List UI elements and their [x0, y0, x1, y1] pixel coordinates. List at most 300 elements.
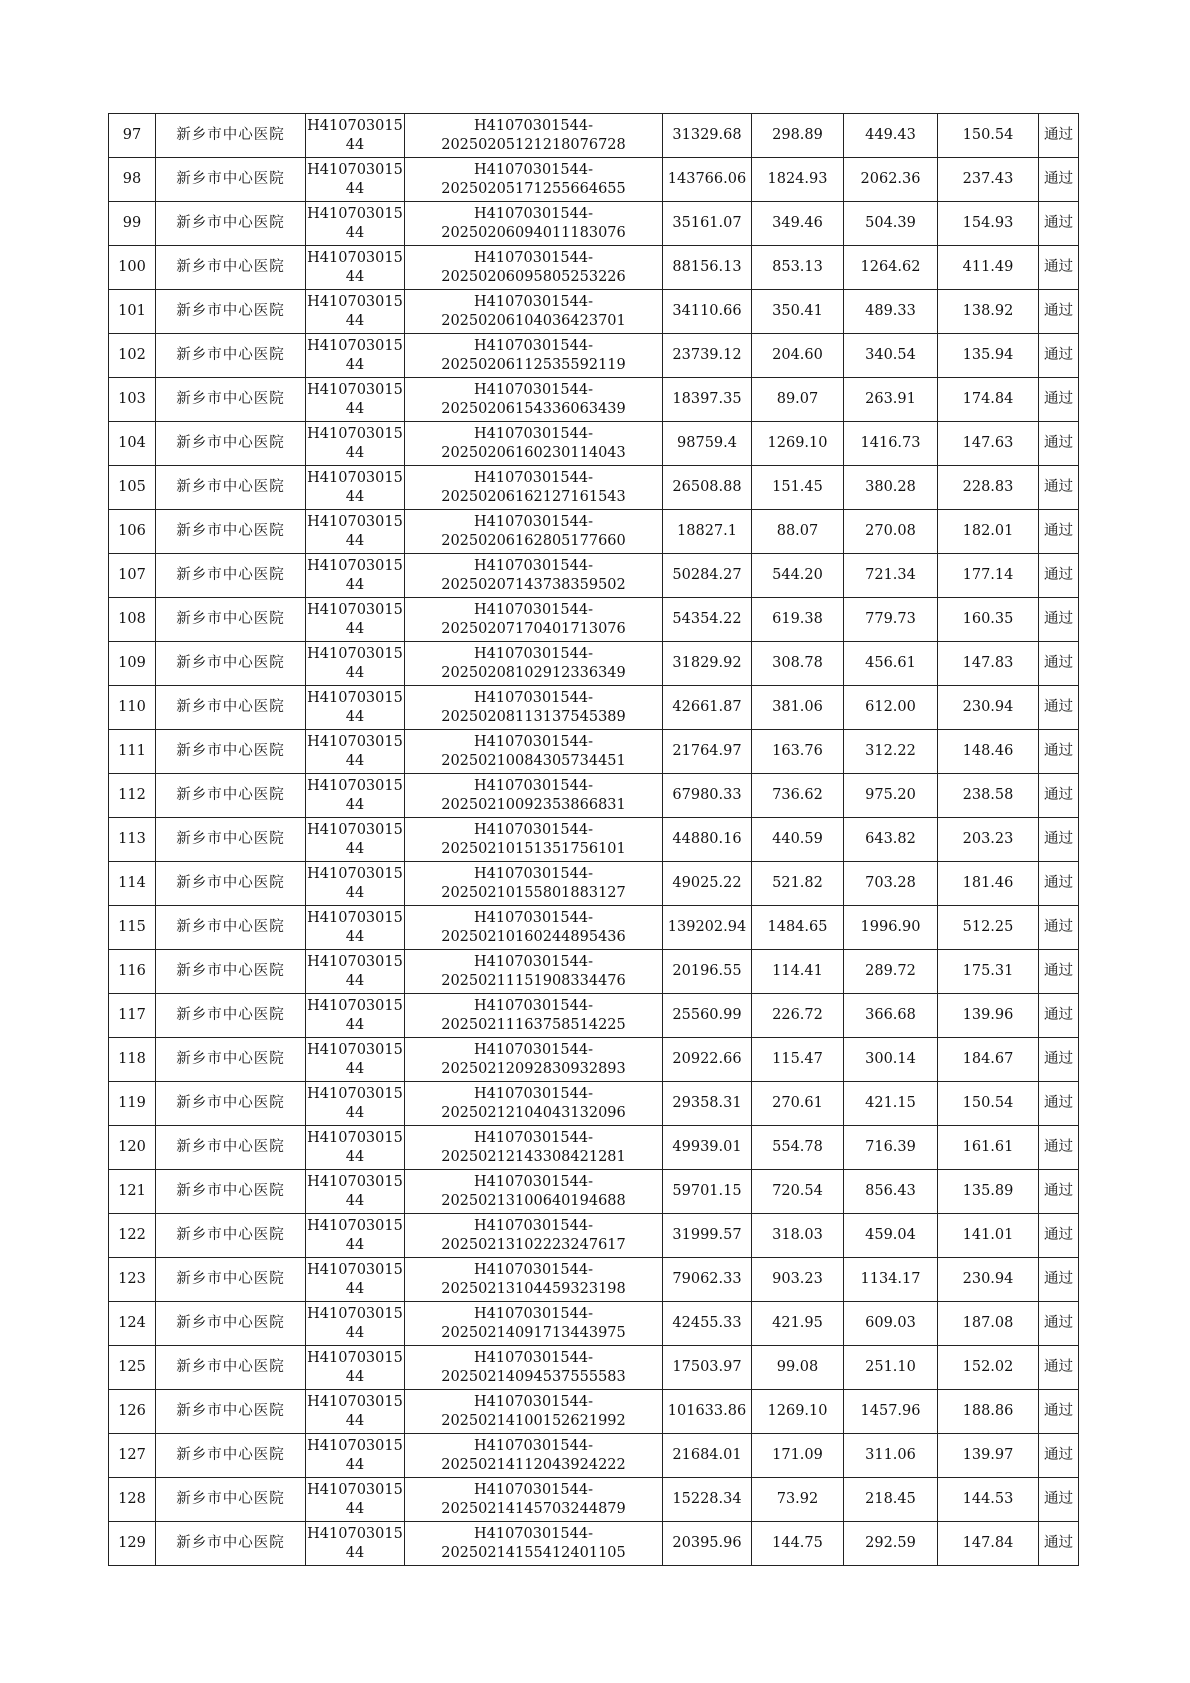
institution-name: 新乡市中心医院: [156, 818, 306, 862]
institution-code-line2: 44: [345, 1368, 365, 1385]
settlement-id-number: 20250212143308421281: [441, 1148, 626, 1165]
institution-code: [306, 730, 405, 774]
table-row: [109, 158, 1079, 202]
institution-name: 新乡市中心医院: [156, 774, 306, 818]
institution-code: [306, 1346, 405, 1390]
value-2: 1264.62: [844, 246, 938, 290]
settlement-id: [405, 554, 663, 598]
status-badge: 通过: [1039, 246, 1079, 290]
difference: 141.01: [938, 1214, 1039, 1258]
settlement-id: [405, 1346, 663, 1390]
value-2: 340.54: [844, 334, 938, 378]
value-2: 1996.90: [844, 906, 938, 950]
settlement-id-prefix: H41070301544-: [473, 733, 594, 750]
settlement-id-prefix: H41070301544-: [473, 337, 594, 354]
table-row: [109, 1038, 1079, 1082]
status-badge: 通过: [1039, 1346, 1079, 1390]
value-1: 298.89: [752, 114, 844, 158]
institution-code-line1: H410703015: [307, 865, 403, 882]
value-1: 308.78: [752, 642, 844, 686]
value-2: 456.61: [844, 642, 938, 686]
institution-code: [306, 1390, 405, 1434]
status-badge: 通过: [1039, 290, 1079, 334]
value-1: 270.61: [752, 1082, 844, 1126]
institution-code-line2: 44: [345, 532, 365, 549]
institution-code-line2: 44: [345, 1412, 365, 1429]
institution-code-line2: 44: [345, 400, 365, 417]
difference: 160.35: [938, 598, 1039, 642]
row-number: 107: [109, 554, 156, 598]
settlement-id: [405, 1478, 663, 1522]
institution-code-line1: H410703015: [307, 469, 403, 486]
status-badge: 通过: [1039, 1302, 1079, 1346]
status-badge: 通过: [1039, 642, 1079, 686]
settlement-id-prefix: H41070301544-: [473, 1393, 594, 1410]
total-amount: 23739.12: [663, 334, 752, 378]
table-row: [109, 246, 1079, 290]
institution-name: 新乡市中心医院: [156, 466, 306, 510]
settlement-id-prefix: H41070301544-: [473, 689, 594, 706]
institution-code-line1: H410703015: [307, 1217, 403, 1234]
total-amount: 101633.86: [663, 1390, 752, 1434]
settlement-id-number: 20250213104459323198: [441, 1280, 626, 1297]
difference: 147.83: [938, 642, 1039, 686]
total-amount: 31999.57: [663, 1214, 752, 1258]
institution-code-line2: 44: [345, 356, 365, 373]
settlement-id: [405, 1214, 663, 1258]
table-row: [109, 730, 1079, 774]
difference: 144.53: [938, 1478, 1039, 1522]
settlement-id: [405, 598, 663, 642]
institution-code-line1: H410703015: [307, 293, 403, 310]
value-2: 504.39: [844, 202, 938, 246]
institution-code: [306, 1214, 405, 1258]
table-row: [109, 202, 1079, 246]
total-amount: 25560.99: [663, 994, 752, 1038]
institution-name: 新乡市中心医院: [156, 334, 306, 378]
value-1: 1824.93: [752, 158, 844, 202]
value-2: 609.03: [844, 1302, 938, 1346]
row-number: 120: [109, 1126, 156, 1170]
settlement-id-number: 20250210160244895436: [441, 928, 626, 945]
row-number: 103: [109, 378, 156, 422]
institution-name: 新乡市中心医院: [156, 246, 306, 290]
value-1: 99.08: [752, 1346, 844, 1390]
data-table: [108, 113, 1079, 1566]
settlement-id-number: 20250206160230114043: [441, 444, 626, 461]
settlement-id-number: 20250206162127161543: [441, 488, 626, 505]
institution-code-line2: 44: [345, 1192, 365, 1209]
status-badge: 通过: [1039, 378, 1079, 422]
value-1: 903.23: [752, 1258, 844, 1302]
value-1: 421.95: [752, 1302, 844, 1346]
institution-code-line1: H410703015: [307, 733, 403, 750]
institution-code: [306, 1478, 405, 1522]
value-1: 318.03: [752, 1214, 844, 1258]
institution-name: 新乡市中心医院: [156, 1126, 306, 1170]
row-number: 108: [109, 598, 156, 642]
row-number: 116: [109, 950, 156, 994]
status-badge: 通过: [1039, 862, 1079, 906]
status-badge: 通过: [1039, 774, 1079, 818]
settlement-id: [405, 510, 663, 554]
settlement-id-number: 20250214155412401105: [441, 1544, 626, 1561]
settlement-id: [405, 1390, 663, 1434]
institution-code-line2: 44: [345, 796, 365, 813]
settlement-id-number: 20250213102223247617: [441, 1236, 626, 1253]
institution-name: 新乡市中心医院: [156, 1478, 306, 1522]
settlement-id-number: 20250206162805177660: [441, 532, 626, 549]
value-2: 1416.73: [844, 422, 938, 466]
institution-name: 新乡市中心医院: [156, 1390, 306, 1434]
settlement-id-number: 20250214100152621992: [441, 1412, 626, 1429]
institution-name: 新乡市中心医院: [156, 598, 306, 642]
status-badge: 通过: [1039, 1214, 1079, 1258]
status-badge: 通过: [1039, 466, 1079, 510]
total-amount: 42455.33: [663, 1302, 752, 1346]
institution-code-line2: 44: [345, 664, 365, 681]
institution-code-line2: 44: [345, 620, 365, 637]
institution-code-line2: 44: [345, 884, 365, 901]
settlement-id-number: 20250205171255664655: [441, 180, 626, 197]
row-number: 99: [109, 202, 156, 246]
difference: 203.23: [938, 818, 1039, 862]
institution-code: [306, 510, 405, 554]
settlement-id-number: 20250207143738359502: [441, 576, 626, 593]
institution-code-line1: H410703015: [307, 381, 403, 398]
settlement-id: [405, 246, 663, 290]
settlement-id: [405, 906, 663, 950]
difference: 150.54: [938, 114, 1039, 158]
institution-name: 新乡市中心医院: [156, 906, 306, 950]
value-1: 349.46: [752, 202, 844, 246]
settlement-id-prefix: H41070301544-: [473, 601, 594, 618]
row-number: 127: [109, 1434, 156, 1478]
total-amount: 49939.01: [663, 1126, 752, 1170]
total-amount: 18827.1: [663, 510, 752, 554]
difference: 148.46: [938, 730, 1039, 774]
value-2: 975.20: [844, 774, 938, 818]
institution-name: 新乡市中心医院: [156, 1038, 306, 1082]
institution-code-line1: H410703015: [307, 1085, 403, 1102]
value-1: 89.07: [752, 378, 844, 422]
status-badge: 通过: [1039, 950, 1079, 994]
settlement-id-number: 20250205121218076728: [441, 136, 626, 153]
institution-code-line2: 44: [345, 268, 365, 285]
institution-code: [306, 1522, 405, 1566]
settlement-id-number: 20250214091713443975: [441, 1324, 626, 1341]
institution-code-line2: 44: [345, 1148, 365, 1165]
institution-name: 新乡市中心医院: [156, 1522, 306, 1566]
settlement-id: [405, 290, 663, 334]
institution-code-line1: H410703015: [307, 425, 403, 442]
institution-code: [306, 1038, 405, 1082]
settlement-id-prefix: H41070301544-: [473, 1305, 594, 1322]
difference: 174.84: [938, 378, 1039, 422]
row-number: 100: [109, 246, 156, 290]
row-number: 113: [109, 818, 156, 862]
settlement-id: [405, 1302, 663, 1346]
value-2: 300.14: [844, 1038, 938, 1082]
institution-code-line2: 44: [345, 1016, 365, 1033]
settlement-id: [405, 378, 663, 422]
settlement-id: [405, 1434, 663, 1478]
table-row: [109, 686, 1079, 730]
institution-code-line1: H410703015: [307, 1349, 403, 1366]
difference: 138.92: [938, 290, 1039, 334]
table-row: [109, 114, 1079, 158]
settlement-id-number: 20250206095805253226: [441, 268, 626, 285]
settlement-id-number: 20250206104036423701: [441, 312, 626, 329]
row-number: 125: [109, 1346, 156, 1390]
institution-code-line2: 44: [345, 1060, 365, 1077]
value-2: 779.73: [844, 598, 938, 642]
row-number: 98: [109, 158, 156, 202]
value-2: 366.68: [844, 994, 938, 1038]
value-2: 643.82: [844, 818, 938, 862]
status-badge: 通过: [1039, 1522, 1079, 1566]
settlement-id-number: 20250208102912336349: [441, 664, 626, 681]
institution-code: [306, 686, 405, 730]
institution-code-line2: 44: [345, 1280, 365, 1297]
settlement-id-prefix: H41070301544-: [473, 1525, 594, 1542]
institution-name: 新乡市中心医院: [156, 1258, 306, 1302]
institution-name: 新乡市中心医院: [156, 950, 306, 994]
row-number: 101: [109, 290, 156, 334]
value-2: 263.91: [844, 378, 938, 422]
row-number: 112: [109, 774, 156, 818]
row-number: 110: [109, 686, 156, 730]
value-1: 350.41: [752, 290, 844, 334]
difference: 182.01: [938, 510, 1039, 554]
value-1: 381.06: [752, 686, 844, 730]
settlement-id-prefix: H41070301544-: [473, 865, 594, 882]
status-badge: 通过: [1039, 1126, 1079, 1170]
total-amount: 26508.88: [663, 466, 752, 510]
institution-code-line1: H410703015: [307, 513, 403, 530]
settlement-id-prefix: H41070301544-: [473, 953, 594, 970]
institution-code-line2: 44: [345, 928, 365, 945]
value-1: 151.45: [752, 466, 844, 510]
table-row: [109, 334, 1079, 378]
table-row: [109, 510, 1079, 554]
institution-code: [306, 774, 405, 818]
status-badge: 通过: [1039, 1258, 1079, 1302]
institution-code: [306, 1258, 405, 1302]
settlement-id: [405, 158, 663, 202]
difference: 147.63: [938, 422, 1039, 466]
table-row: [109, 1170, 1079, 1214]
institution-code-line1: H410703015: [307, 645, 403, 662]
difference: 237.43: [938, 158, 1039, 202]
institution-name: 新乡市中心医院: [156, 510, 306, 554]
total-amount: 50284.27: [663, 554, 752, 598]
institution-code-line2: 44: [345, 1324, 365, 1341]
settlement-id: [405, 422, 663, 466]
settlement-id-prefix: H41070301544-: [473, 1041, 594, 1058]
settlement-id-prefix: H41070301544-: [473, 557, 594, 574]
institution-name: 新乡市中心医院: [156, 290, 306, 334]
table-row: [109, 1346, 1079, 1390]
institution-code-line2: 44: [345, 444, 365, 461]
value-2: 251.10: [844, 1346, 938, 1390]
status-badge: 通过: [1039, 994, 1079, 1038]
difference: 135.94: [938, 334, 1039, 378]
institution-code-line2: 44: [345, 1500, 365, 1517]
institution-code: [306, 466, 405, 510]
settlement-id-number: 20250210155801883127: [441, 884, 626, 901]
settlement-id-prefix: H41070301544-: [473, 1173, 594, 1190]
institution-code: [306, 378, 405, 422]
institution-code: [306, 598, 405, 642]
value-2: 703.28: [844, 862, 938, 906]
value-2: 289.72: [844, 950, 938, 994]
row-number: 118: [109, 1038, 156, 1082]
table-row: [109, 906, 1079, 950]
institution-code-line1: H410703015: [307, 249, 403, 266]
table-row: [109, 554, 1079, 598]
settlement-id: [405, 466, 663, 510]
settlement-id-number: 20250212104043132096: [441, 1104, 626, 1121]
total-amount: 34110.66: [663, 290, 752, 334]
difference: 135.89: [938, 1170, 1039, 1214]
difference: 238.58: [938, 774, 1039, 818]
difference: 411.49: [938, 246, 1039, 290]
status-badge: 通过: [1039, 1478, 1079, 1522]
institution-code-line1: H410703015: [307, 1305, 403, 1322]
settlement-id: [405, 994, 663, 1038]
institution-code: [306, 114, 405, 158]
total-amount: 29358.31: [663, 1082, 752, 1126]
settlement-id-prefix: H41070301544-: [473, 293, 594, 310]
difference: 147.84: [938, 1522, 1039, 1566]
row-number: 129: [109, 1522, 156, 1566]
settlement-id-number: 20250211151908334476: [441, 972, 626, 989]
row-number: 115: [109, 906, 156, 950]
settlement-id-prefix: H41070301544-: [473, 645, 594, 662]
institution-name: 新乡市中心医院: [156, 158, 306, 202]
institution-code: [306, 994, 405, 1038]
status-badge: 通过: [1039, 1038, 1079, 1082]
status-badge: 通过: [1039, 158, 1079, 202]
value-1: 144.75: [752, 1522, 844, 1566]
settlement-id-prefix: H41070301544-: [473, 1481, 594, 1498]
status-badge: 通过: [1039, 1434, 1079, 1478]
institution-code-line1: H410703015: [307, 689, 403, 706]
settlement-id-number: 20250214094537555583: [441, 1368, 626, 1385]
institution-code: [306, 554, 405, 598]
value-2: 270.08: [844, 510, 938, 554]
status-badge: 通过: [1039, 202, 1079, 246]
institution-name: 新乡市中心医院: [156, 994, 306, 1038]
status-badge: 通过: [1039, 1170, 1079, 1214]
table-row: [109, 1390, 1079, 1434]
total-amount: 20395.96: [663, 1522, 752, 1566]
row-number: 124: [109, 1302, 156, 1346]
value-1: 720.54: [752, 1170, 844, 1214]
settlement-id-number: 20250210092353866831: [441, 796, 626, 813]
institution-code-line2: 44: [345, 224, 365, 241]
table-row: [109, 378, 1079, 422]
value-2: 612.00: [844, 686, 938, 730]
institution-code-line2: 44: [345, 752, 365, 769]
value-1: 853.13: [752, 246, 844, 290]
status-badge: 通过: [1039, 1082, 1079, 1126]
institution-code: [306, 290, 405, 334]
row-number: 128: [109, 1478, 156, 1522]
settlement-id: [405, 1126, 663, 1170]
institution-code-line1: H410703015: [307, 1129, 403, 1146]
institution-code: [306, 862, 405, 906]
table-row: [109, 598, 1079, 642]
status-badge: 通过: [1039, 510, 1079, 554]
institution-name: 新乡市中心医院: [156, 1170, 306, 1214]
value-2: 1457.96: [844, 1390, 938, 1434]
difference: 175.31: [938, 950, 1039, 994]
value-2: 459.04: [844, 1214, 938, 1258]
settlement-id: [405, 1082, 663, 1126]
settlement-id: [405, 1170, 663, 1214]
settlement-id: [405, 686, 663, 730]
total-amount: 59701.15: [663, 1170, 752, 1214]
row-number: 109: [109, 642, 156, 686]
table-row: [109, 1434, 1079, 1478]
institution-name: 新乡市中心医院: [156, 1346, 306, 1390]
table-row: [109, 466, 1079, 510]
settlement-id-prefix: H41070301544-: [473, 909, 594, 926]
institution-name: 新乡市中心医院: [156, 686, 306, 730]
institution-name: 新乡市中心医院: [156, 862, 306, 906]
settlement-id-number: 20250206154336063439: [441, 400, 626, 417]
settlement-id-number: 20250214145703244879: [441, 1500, 626, 1517]
value-1: 736.62: [752, 774, 844, 818]
institution-code-line2: 44: [345, 1236, 365, 1253]
value-2: 721.34: [844, 554, 938, 598]
settlement-id-number: 20250214112043924222: [441, 1456, 626, 1473]
settlement-id-prefix: H41070301544-: [473, 821, 594, 838]
table-row: [109, 1126, 1079, 1170]
total-amount: 20922.66: [663, 1038, 752, 1082]
settlement-id: [405, 334, 663, 378]
value-1: 1269.10: [752, 1390, 844, 1434]
settlement-id-prefix: H41070301544-: [473, 249, 594, 266]
total-amount: 31329.68: [663, 114, 752, 158]
institution-code-line2: 44: [345, 312, 365, 329]
status-badge: 通过: [1039, 554, 1079, 598]
settlement-id: [405, 1258, 663, 1302]
settlement-id: [405, 818, 663, 862]
total-amount: 20196.55: [663, 950, 752, 994]
settlement-id-prefix: H41070301544-: [473, 1085, 594, 1102]
difference: 152.02: [938, 1346, 1039, 1390]
institution-code: [306, 334, 405, 378]
institution-name: 新乡市中心医院: [156, 642, 306, 686]
row-number: 97: [109, 114, 156, 158]
value-1: 619.38: [752, 598, 844, 642]
institution-name: 新乡市中心医院: [156, 1302, 306, 1346]
difference: 139.97: [938, 1434, 1039, 1478]
institution-name: 新乡市中心医院: [156, 554, 306, 598]
institution-code-line1: H410703015: [307, 953, 403, 970]
institution-code-line1: H410703015: [307, 909, 403, 926]
value-2: 716.39: [844, 1126, 938, 1170]
institution-code-line1: H410703015: [307, 557, 403, 574]
difference: 512.25: [938, 906, 1039, 950]
row-number: 105: [109, 466, 156, 510]
value-1: 544.20: [752, 554, 844, 598]
value-2: 312.22: [844, 730, 938, 774]
total-amount: 54354.22: [663, 598, 752, 642]
